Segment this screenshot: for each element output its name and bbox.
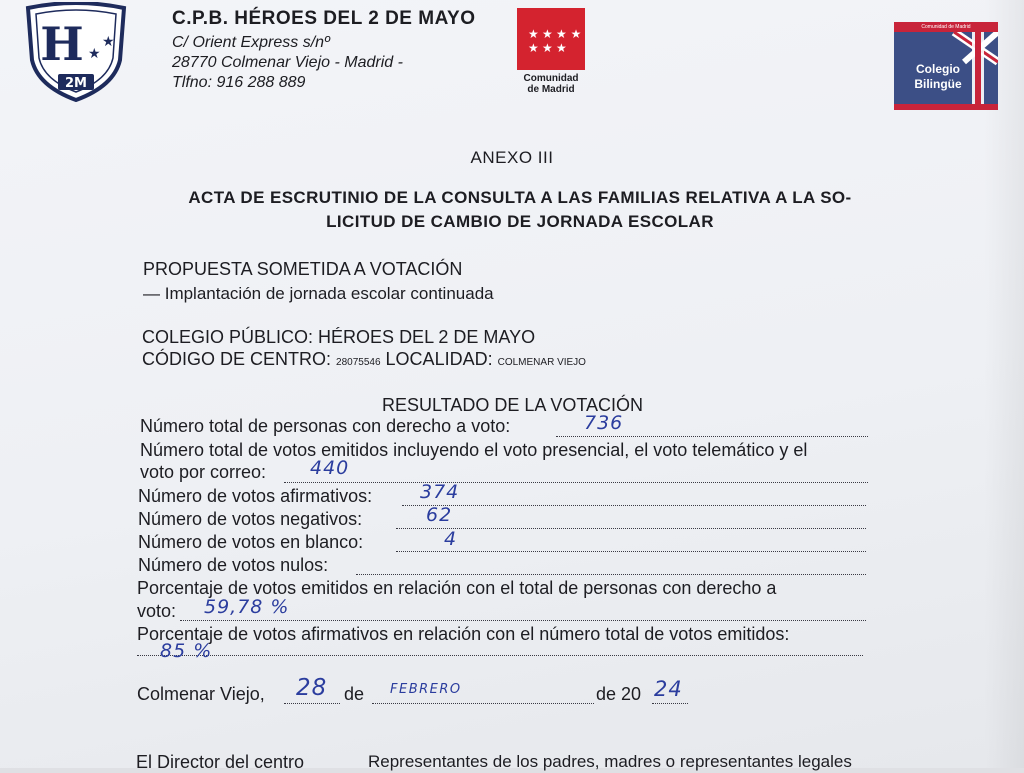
date-year-prefix: de 20 [596, 684, 642, 704]
locality-label: LOCALIDAD: [385, 349, 493, 369]
no-votes-label: Número de votos negativos: [138, 509, 363, 529]
pct-yes-value: 85 % [160, 640, 213, 662]
school-public-name: COLEGIO PÚBLICO: HÉROES DEL 2 DE MAYO [142, 327, 536, 347]
emitted-votes-label-1: Número total de votos emitidos incluyendo el voto presencial, el voto telemático y el [140, 440, 808, 460]
cm-label-line1: Comunidad [523, 73, 579, 84]
pct-emitted-label-1: Porcentaje de votos emitidos en relación con el total de personas con derecho a [137, 578, 777, 598]
school-name: C.P.B. HÉROES DEL 2 DE MAYO [172, 8, 476, 29]
emitted-votes-label-2: voto por correo: [140, 462, 267, 482]
date-day: 28 [296, 675, 328, 701]
school-phone: Tlfno: 916 288 889 [172, 74, 306, 91]
total-voters-value: 736 [584, 412, 624, 434]
date-year-suffix: 24 [654, 677, 683, 701]
center-code-value: 28075546 [336, 357, 381, 368]
bilingual-bottom-strip [894, 104, 998, 110]
bilingual-label-line2: Bilingüe [914, 77, 962, 91]
annex-label: ANEXO III [470, 148, 554, 167]
representatives-signature-label: Representantes de los padres, madres o representantes legales [368, 752, 852, 771]
svg-text:★: ★ [556, 41, 567, 55]
bilingual-label-line1: Colegio [916, 62, 960, 76]
date-place: Colmenar Viejo, [137, 684, 265, 704]
school-contact-block [172, 8, 476, 94]
school-postal: 28770 Colmenar Viejo - Madrid - [172, 54, 403, 71]
pct-emitted-line [180, 620, 866, 621]
svg-text:2M: 2M [65, 76, 87, 91]
svg-text:★: ★ [570, 27, 582, 41]
null-votes-line [356, 574, 866, 575]
pct-yes-label: Porcentaje de votos afirmativos en relación con el número total de votos emitidos: [137, 624, 790, 644]
svg-text:★: ★ [556, 27, 567, 41]
bilingual-top-strip: Comunidad de Madrid [894, 22, 998, 32]
pct-yes-line [137, 655, 863, 656]
school-shield-logo [22, 2, 130, 102]
svg-text:★: ★ [102, 33, 115, 49]
title-line-2: LICITUD DE CAMBIO DE JORNADA ESCOLAR [326, 212, 714, 231]
svg-text:★: ★ [528, 41, 539, 55]
blank-votes-label: Número de votos en blanco: [138, 532, 364, 552]
svg-text:★: ★ [528, 27, 539, 41]
center-code-line [142, 349, 586, 370]
proposal-item: — Implantación de jornada escolar continuada [143, 284, 494, 303]
total-voters-label: Número total de personas con derecho a voto: [140, 416, 511, 436]
proposal-heading: PROPUESTA SOMETIDA A VOTACIÓN [143, 259, 463, 279]
bilingual-school-logo [894, 22, 998, 112]
svg-text:H: H [40, 17, 84, 71]
cm-label-line2: de Madrid [527, 84, 575, 95]
blank-votes-line [396, 551, 866, 552]
madrid-flag-icon [517, 8, 585, 70]
yes-votes-label: Número de votos afirmativos: [138, 486, 373, 506]
date-month-line [372, 703, 594, 704]
no-votes-value: 62 [426, 504, 453, 526]
date-de: de [344, 684, 365, 704]
svg-text:★: ★ [542, 41, 553, 55]
svg-text:★: ★ [88, 45, 101, 61]
results-heading: RESULTADO DE LA VOTACIÓN [382, 395, 644, 415]
document-title [120, 186, 920, 234]
yes-votes-line [402, 505, 866, 506]
emitted-votes-value: 440 [310, 457, 350, 479]
blank-votes-value: 4 [444, 528, 458, 550]
date-month: FEBRERO [390, 682, 462, 697]
pct-emitted-label-2: voto: [137, 601, 177, 621]
no-votes-line [396, 528, 866, 529]
svg-text:★: ★ [542, 27, 553, 41]
director-signature-label: El Director del centro [136, 752, 305, 772]
date-year-line [652, 703, 688, 704]
center-code-label: CÓDIGO DE CENTRO: [142, 349, 332, 369]
page-shadow [984, 0, 1024, 768]
pct-emitted-value: 59,78 % [204, 596, 290, 618]
yes-votes-value: 374 [420, 481, 460, 503]
union-flag-icon [894, 32, 998, 104]
null-votes-label: Número de votos nulos: [138, 555, 329, 575]
locality-value: COLMENAR VIEJO [497, 357, 586, 368]
school-address: C/ Orient Express s/nº [172, 34, 330, 51]
date-day-line [284, 703, 340, 704]
title-line-1: ACTA DE ESCRUTINIO DE LA CONSULTA A LAS FAMILIAS RELATIVA A LA SO- [188, 188, 852, 207]
emitted-votes-line [284, 482, 868, 483]
comunidad-madrid-logo [515, 8, 587, 95]
total-voters-line [556, 436, 868, 437]
